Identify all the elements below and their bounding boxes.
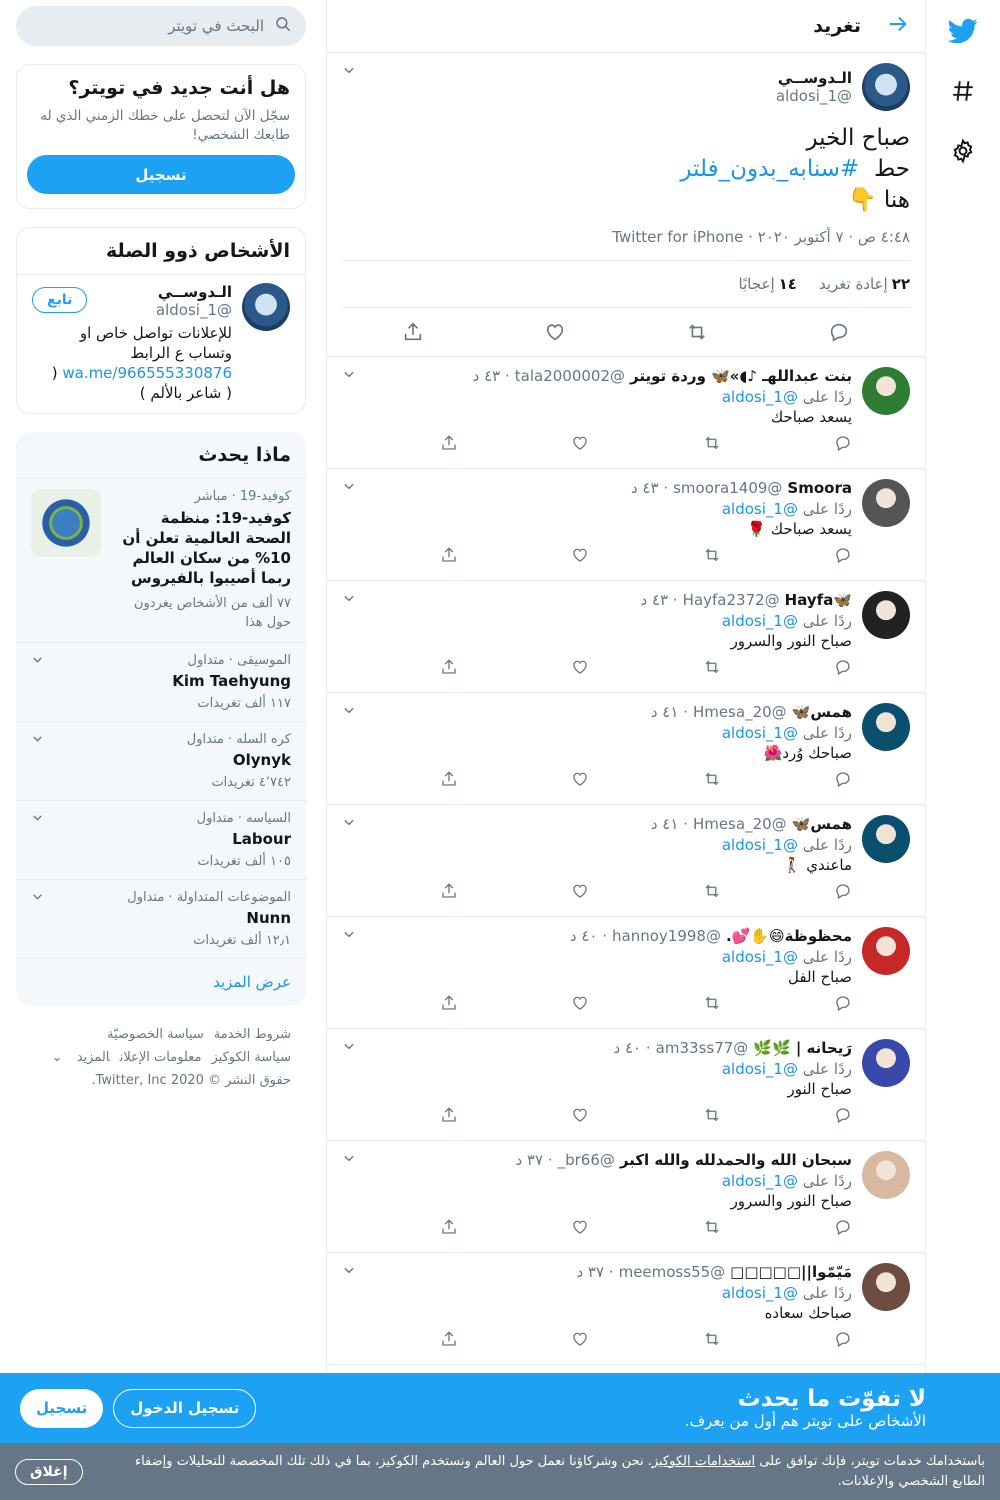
- cookie-policy-link[interactable]: استخدامات الكوكيز: [651, 1453, 756, 1469]
- promo-title: لا تفوّت ما يحدث: [737, 1386, 926, 1412]
- sidebar: [16, 6, 306, 1092]
- follow-button[interactable]: تابع: [32, 287, 87, 313]
- chevron-down-icon[interactable]: [31, 732, 44, 749]
- reply-tweet[interactable]: [327, 1141, 925, 1253]
- reply-time[interactable]: · ٤٠ د: [613, 1039, 651, 1057]
- reply-tweet[interactable]: [327, 1029, 925, 1141]
- reply-actions: [440, 986, 852, 1016]
- reply-author-handle[interactable]: @Hmesa_20: [692, 815, 787, 833]
- promo-login-button[interactable]: تسجيل الدخول: [113, 1389, 256, 1428]
- reply-actions: [440, 650, 852, 680]
- avatar[interactable]: [862, 703, 910, 751]
- replying-to: ردًا على @aldosi_1: [721, 836, 852, 854]
- avatar[interactable]: [862, 367, 910, 415]
- retweet-icon[interactable]: [703, 882, 721, 904]
- reply-author-name[interactable]: مَيّمّوا||□□□□□: [730, 1263, 852, 1281]
- chevron-down-icon[interactable]: [342, 591, 356, 609]
- retweet-icon[interactable]: [703, 1106, 721, 1128]
- retweet-icon[interactable]: [703, 770, 721, 792]
- reply-actions: [440, 762, 852, 792]
- hashtag-icon[interactable]: [940, 68, 986, 114]
- replying-to: ردًا على @aldosi_1: [721, 1172, 852, 1190]
- reply-actions: [440, 426, 852, 456]
- chevron-down-icon[interactable]: [342, 1039, 356, 1057]
- retweet-icon[interactable]: [703, 658, 721, 680]
- avatar[interactable]: [862, 591, 910, 639]
- reply-tweet[interactable]: [327, 805, 925, 917]
- card-title: ماذا يحدث: [198, 444, 291, 466]
- avatar[interactable]: [862, 479, 910, 527]
- cookie-banner: [0, 1443, 1000, 1500]
- reply-time[interactable]: · ٤٣ د: [630, 479, 669, 497]
- reply-author-name[interactable]: همس🦋: [791, 703, 852, 721]
- like-icon[interactable]: [571, 882, 589, 904]
- reply-actions: [440, 874, 852, 904]
- reply-text: صباح النور والسرور: [730, 1192, 852, 1210]
- avatar[interactable]: [862, 927, 910, 975]
- trend-name: Kim Taehyung: [172, 672, 291, 690]
- reply-tweet[interactable]: [327, 581, 925, 693]
- reply-text: ماعندي 🚶‍♀️: [782, 856, 852, 874]
- retweet-icon[interactable]: [703, 994, 721, 1016]
- replying-to: ردًا على @aldosi_1: [721, 1060, 852, 1078]
- reply-author-handle[interactable]: @br66_: [557, 1151, 615, 1169]
- reply-author-handle[interactable]: @tala2000002: [514, 367, 626, 385]
- trend-meta: الموسيقى · متداول: [187, 653, 291, 668]
- reply-time[interactable]: · ٤١ د: [650, 815, 688, 833]
- likes-stat[interactable]: ١٤إعجابًا: [738, 275, 797, 293]
- cookie-text: باستخدامك خدمات تويتر، فإنك توافق على استخدامات الكوكيز. نحن وشركاؤنا نعمل حول العالم ونستخدم الكوكيز، بما في ذلك تلك المخصصة للتحليلات وإضفاء الطابع الشخصي والإعلانات.: [134, 1453, 985, 1489]
- reply-time[interactable]: · ٤٣ د: [640, 591, 678, 609]
- reply-actions: [440, 1210, 852, 1240]
- trend-meta: كره السله · متداول: [186, 732, 291, 747]
- chevron-down-icon[interactable]: [342, 927, 356, 945]
- like-icon[interactable]: [571, 1330, 589, 1352]
- trend-meta: كوفيد-19 · مباشر: [194, 489, 291, 504]
- share-icon[interactable]: [440, 1106, 458, 1128]
- search-input[interactable]: البحث في تويتر: [168, 17, 264, 35]
- retweet-icon[interactable]: [685, 320, 709, 344]
- reply-tweet[interactable]: [327, 469, 925, 581]
- reply-text: صباحك وُرد🌺: [763, 744, 852, 762]
- reply-tweet[interactable]: [327, 693, 925, 805]
- hashtag-link[interactable]: #سنابه_بدون_فلتر: [680, 156, 860, 182]
- chevron-down-icon[interactable]: [342, 815, 356, 833]
- reply-author-handle[interactable]: @Hayfa2372: [682, 591, 780, 609]
- chevron-down-icon[interactable]: [31, 890, 44, 907]
- tweet-author-name[interactable]: الـدوســي: [777, 69, 852, 87]
- reply-icon[interactable]: [834, 546, 852, 568]
- like-icon[interactable]: [571, 658, 589, 680]
- trend-item[interactable]: [16, 721, 306, 800]
- reply-icon[interactable]: [834, 882, 852, 904]
- search-icon: [274, 15, 292, 37]
- reply-icon[interactable]: [834, 770, 852, 792]
- trends-card: [16, 432, 306, 1005]
- replying-to-link[interactable]: @aldosi_1: [721, 388, 798, 406]
- retweet-icon[interactable]: [703, 1218, 721, 1240]
- avatar[interactable]: [862, 1039, 910, 1087]
- avatar[interactable]: [862, 1151, 910, 1199]
- share-icon[interactable]: [440, 658, 458, 680]
- like-icon[interactable]: [571, 1106, 589, 1128]
- trend-name: Nunn: [246, 909, 291, 927]
- chevron-down-icon[interactable]: [342, 1151, 356, 1169]
- reply-tweet[interactable]: [327, 357, 925, 469]
- trend-count: ١٢٫١ ألف تغريدات: [193, 933, 291, 948]
- chevron-down-icon[interactable]: [342, 63, 356, 81]
- reply-author-name[interactable]: بنت عبداللهـ ♪◖»🦋 وردة تويتر: [630, 367, 852, 385]
- reply-author-name[interactable]: 🦋Hayfa: [784, 591, 852, 609]
- more-link[interactable]: المزيد ⌄: [51, 1050, 110, 1065]
- privacy-link[interactable]: سياسة الخصوصيّة: [107, 1027, 204, 1042]
- like-icon[interactable]: [571, 434, 589, 456]
- share-icon[interactable]: [401, 320, 425, 344]
- reply-icon[interactable]: [834, 1106, 852, 1128]
- replying-to-link[interactable]: @aldosi_1: [721, 1060, 798, 1078]
- page-header: [327, 0, 925, 53]
- like-icon[interactable]: [571, 546, 589, 568]
- card-description: سجّل الآن لتحصل على خطك الزمني الذي له طابعك الشخصي!: [40, 108, 290, 143]
- reply-text: يسعد صباحك: [770, 408, 852, 426]
- trend-headline: كوفيد-19: منظمة الصحة العالمية تعلن أن 10% من سكان العالم ربما أصيبوا بالفيروس: [122, 509, 291, 587]
- retweet-icon[interactable]: [703, 434, 721, 456]
- close-cookie-button[interactable]: إغلاق: [15, 1459, 83, 1485]
- chevron-down-icon[interactable]: [31, 653, 44, 670]
- signup-button[interactable]: تسجيل: [27, 155, 295, 194]
- tweet-timestamp[interactable]: ٤:٤٨ ص · ٧ أكتوبر ٢٠٢٠ · Twitter for iPhone: [342, 228, 910, 261]
- like-icon[interactable]: [571, 770, 589, 792]
- chevron-down-icon[interactable]: [342, 1263, 356, 1281]
- search-box[interactable]: [16, 6, 306, 46]
- replying-to-link[interactable]: @aldosi_1: [721, 836, 798, 854]
- replying-to-link[interactable]: @aldosi_1: [721, 1172, 798, 1190]
- like-icon[interactable]: [543, 320, 567, 344]
- trend-name: Labour: [232, 830, 291, 848]
- reply-actions: [440, 1322, 852, 1352]
- back-arrow-icon[interactable]: [887, 13, 909, 39]
- avatar[interactable]: [862, 815, 910, 863]
- reply-author-handle[interactable]: @hannoy1998: [612, 927, 721, 945]
- like-icon[interactable]: [571, 994, 589, 1016]
- reply-text: يسعد صباحك 🌹: [747, 520, 852, 538]
- reply-author-name[interactable]: محظوظة😄✋💕.: [725, 927, 852, 945]
- reply-time[interactable]: · ٤٠ د: [569, 927, 608, 945]
- replying-to-link[interactable]: @aldosi_1: [721, 1284, 798, 1302]
- tweet-actions: [342, 308, 910, 356]
- signup-promo-bar: [0, 1373, 1000, 1443]
- reply-icon[interactable]: [827, 320, 851, 344]
- card-title: هل أنت جديد في تويتر؟: [68, 77, 290, 99]
- tweet-author-handle[interactable]: @aldosi_1: [775, 87, 852, 105]
- like-icon[interactable]: [571, 1218, 589, 1240]
- main-column: [326, 0, 926, 1380]
- terms-link[interactable]: شروط الخدمة: [213, 1027, 291, 1042]
- reply-icon[interactable]: [834, 1218, 852, 1240]
- reply-author-name[interactable]: رَيحانه | 🌿🌿: [753, 1039, 852, 1057]
- replying-to: ردًا على @aldosi_1: [721, 388, 852, 406]
- replying-to-link[interactable]: @aldosi_1: [721, 724, 798, 742]
- copyright: حقوق النشر © 2020 Twitter, Inc.: [91, 1073, 291, 1088]
- trend-count: ١٠٥ ألف تغريدات: [197, 854, 291, 869]
- trend-count: ٧٧ ألف من الأشخاص يغردون حول هذا: [133, 596, 291, 630]
- chevron-down-icon[interactable]: [31, 811, 44, 828]
- new-to-twitter-card: [16, 64, 306, 209]
- avatar[interactable]: [862, 63, 910, 111]
- chevron-down-icon[interactable]: [342, 703, 356, 721]
- trend-meta: الموضوعات المتداولة · متداول: [127, 890, 291, 905]
- replying-to-link[interactable]: @aldosi_1: [721, 612, 798, 630]
- focal-tweet: [327, 53, 925, 357]
- reply-author-name[interactable]: Smoora: [787, 479, 852, 497]
- share-icon[interactable]: [440, 1330, 458, 1352]
- globe-thumbnail: [31, 489, 101, 557]
- trend-name: Olynyk: [232, 751, 291, 769]
- reply-author-handle[interactable]: @smoora1409: [673, 479, 783, 497]
- trend-count: ١١٧ ألف تغريدات: [197, 696, 291, 711]
- reply-actions: [440, 1098, 852, 1128]
- reply-icon[interactable]: [834, 1330, 852, 1352]
- reply-actions: [440, 538, 852, 568]
- related-user-name[interactable]: الـدوســي: [157, 283, 232, 301]
- replying-to: ردًا على @aldosi_1: [721, 612, 852, 630]
- replying-to: ردًا على @aldosi_1: [721, 500, 852, 518]
- avatar[interactable]: [242, 283, 290, 331]
- reply-icon[interactable]: [834, 434, 852, 456]
- replying-to: ردًا على @aldosi_1: [721, 724, 852, 742]
- chevron-down-icon: ⌄: [51, 1050, 63, 1065]
- replying-to-link[interactable]: @aldosi_1: [721, 500, 798, 518]
- tweet-stats: [342, 261, 910, 308]
- gear-icon[interactable]: [940, 128, 986, 174]
- share-icon[interactable]: [440, 1218, 458, 1240]
- reply-icon[interactable]: [834, 658, 852, 680]
- share-icon[interactable]: [440, 770, 458, 792]
- retweets-stat[interactable]: ٢٢إعادة تغريد: [818, 275, 910, 293]
- reply-author-handle[interactable]: @am33ss77: [655, 1039, 749, 1057]
- trend-meta: السياسه · متداول: [196, 811, 291, 826]
- promo-signup-button[interactable]: تسجيل: [20, 1389, 103, 1428]
- trend-count: ٤٬٧٤٢ تغريدات: [211, 775, 291, 790]
- trends-list: [16, 642, 306, 958]
- share-icon[interactable]: [440, 434, 458, 456]
- reply-text: صباح النور والسرور: [730, 632, 852, 650]
- related-user-bio: للإعلانات تواصل خاص او وتساب ع الرابط wa.me/966555330876 ( ( شاعر بالألم ): [51, 324, 232, 402]
- replies-list: [327, 357, 925, 1365]
- replying-to: ردًا على @aldosi_1: [721, 1284, 852, 1302]
- share-icon[interactable]: [440, 882, 458, 904]
- reply-text: صباح الفل: [788, 968, 852, 986]
- promo-subtitle: الأشخاص على تويتر هم أول من يعرف.: [684, 1412, 926, 1430]
- replying-to-link[interactable]: @aldosi_1: [721, 948, 798, 966]
- cookies-link[interactable]: سياسة الكوكيز: [211, 1050, 291, 1065]
- related-user-handle[interactable]: @aldosi_1: [155, 301, 232, 319]
- footer-links: [16, 1023, 306, 1092]
- reply-time[interactable]: · ٣٧ د: [576, 1263, 614, 1281]
- share-icon[interactable]: [440, 994, 458, 1016]
- reply-icon[interactable]: [834, 994, 852, 1016]
- bio-link[interactable]: wa.me/966555330876: [62, 364, 232, 382]
- ads-info-link[interactable]: معلومات الإعلان: [119, 1050, 202, 1065]
- trend-item[interactable]: [16, 800, 306, 879]
- show-more-link[interactable]: عرض المزيد: [16, 958, 306, 1005]
- reply-text: صباحك سعاده: [764, 1304, 852, 1322]
- tweet-text: صباح الخير حط #سنابه_بدون_فلتر هنا 👇: [680, 125, 910, 213]
- reply-author-handle[interactable]: @Hmesa_20: [692, 703, 787, 721]
- reply-tweet[interactable]: [327, 1253, 925, 1365]
- card-title: الأشخاص ذوو الصلة: [106, 240, 290, 262]
- chevron-down-icon[interactable]: [342, 479, 356, 497]
- reply-time[interactable]: · ٤٣ د: [472, 367, 510, 385]
- nav-rail: [926, 0, 1000, 1380]
- twitter-logo-icon[interactable]: [940, 8, 986, 54]
- related-user[interactable]: [17, 274, 305, 413]
- reply-time[interactable]: · ٤١ د: [650, 703, 688, 721]
- retweet-icon[interactable]: [703, 546, 721, 568]
- share-icon[interactable]: [440, 546, 458, 568]
- trend-item[interactable]: [16, 642, 306, 721]
- covid-trend[interactable]: [16, 478, 306, 642]
- related-people-card: [16, 227, 306, 414]
- replying-to: ردًا على @aldosi_1: [721, 948, 852, 966]
- reply-author-name[interactable]: همس🦋: [791, 815, 852, 833]
- trend-item[interactable]: [16, 879, 306, 958]
- reply-author-name[interactable]: سبحان الله والحمدلله والله اكبر: [619, 1151, 852, 1169]
- avatar[interactable]: [862, 1263, 910, 1311]
- reply-text: صباح النور: [787, 1080, 852, 1098]
- reply-time[interactable]: · ٣٧ د: [515, 1151, 553, 1169]
- retweet-icon[interactable]: [703, 1330, 721, 1352]
- chevron-down-icon[interactable]: [342, 367, 356, 385]
- reply-tweet[interactable]: [327, 917, 925, 1029]
- page-title: تغريد: [813, 15, 861, 37]
- reply-author-handle[interactable]: @meemoss55: [618, 1263, 726, 1281]
